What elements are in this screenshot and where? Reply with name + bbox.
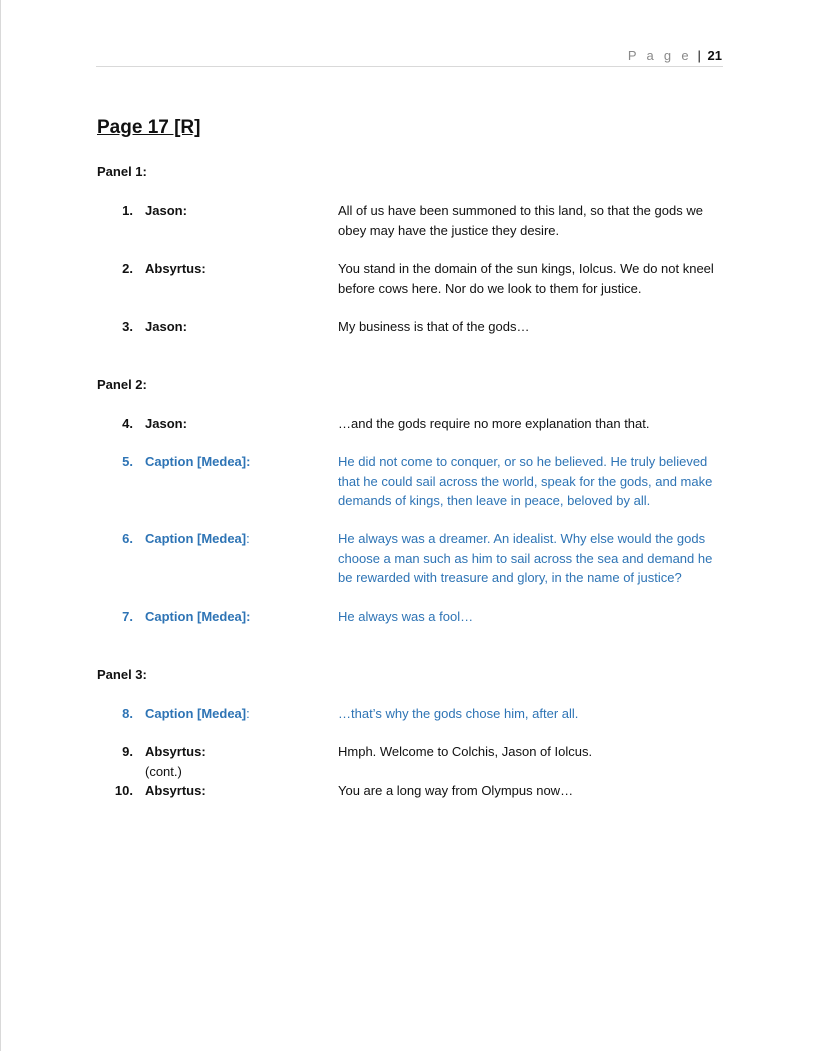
speaker: Absyrtus: — [145, 744, 206, 759]
speaker: Absyrtus: — [145, 783, 206, 798]
line-number: 1. — [122, 203, 133, 218]
speaker-colon: : — [246, 706, 250, 721]
speaker: Absyrtus: — [145, 261, 206, 276]
continued-note: (cont.) — [145, 764, 182, 779]
speaker — [145, 704, 250, 724]
dialogue: You are a long way from Olympus now… — [338, 783, 574, 798]
speaker-name: Caption [Medea] — [145, 531, 247, 546]
dialogue: He always was a fool… — [338, 609, 474, 624]
dialogue: All of us have been summoned to this land, so that the gods we obey may have the justice they desire. — [338, 203, 703, 238]
page-title: Page 17 [R] — [97, 117, 201, 138]
page-number: 21 — [707, 48, 722, 63]
dialogue: He always was a dreamer. An idealist. Why else would the gods choose a man such as him to sail across the sea and demand he be rewarded with treasure and glory, in the name of justice? — [338, 531, 713, 585]
page-label: P a g e — [627, 48, 692, 63]
speaker: Caption [Medea]: — [145, 609, 251, 624]
page-edge — [0, 0, 1, 1051]
line-number: 7. — [122, 609, 133, 624]
line-number: 2. — [122, 261, 133, 276]
panel-heading-1: Panel 1: — [97, 164, 147, 179]
line-number: 8. — [122, 706, 133, 721]
line-number: 6. — [122, 531, 133, 546]
speaker-name: Caption [Medea] — [145, 706, 247, 721]
dialogue: …and the gods require no more explanation than that. — [338, 416, 650, 431]
dialogue: …that’s why the gods chose him, after all. — [338, 706, 579, 721]
dialogue: He did not come to conquer, or so he believed. He truly believed that he could sail across the world, speak for the gods, and make demands of kings, then leave in peace, beloved by all. — [338, 454, 713, 508]
speaker: Jason: — [145, 416, 187, 431]
dialogue: You stand in the domain of the sun kings, Iolcus. We do not kneel before cows here. Nor do we look to them for justice. — [338, 261, 714, 296]
header-divider — [96, 66, 723, 67]
speaker-colon: : — [246, 531, 250, 546]
speaker: Jason: — [145, 319, 187, 334]
line-number: 4. — [122, 416, 133, 431]
speaker: Jason: — [145, 203, 187, 218]
line-number: 5. — [122, 454, 133, 469]
dialogue: Hmph. Welcome to Colchis, Jason of Iolcus. — [338, 744, 593, 759]
speaker: Caption [Medea]: — [145, 454, 251, 469]
dialogue: My business is that of the gods… — [338, 319, 530, 334]
panel-heading-3: Panel 3: — [97, 667, 147, 682]
line-number: 3. — [122, 319, 133, 334]
page-header — [628, 48, 722, 64]
speaker — [145, 529, 250, 549]
line-number: 10. — [114, 783, 133, 798]
header-separator: | — [697, 48, 701, 63]
panel-heading-2: Panel 2: — [97, 377, 147, 392]
line-number: 9. — [122, 744, 133, 759]
